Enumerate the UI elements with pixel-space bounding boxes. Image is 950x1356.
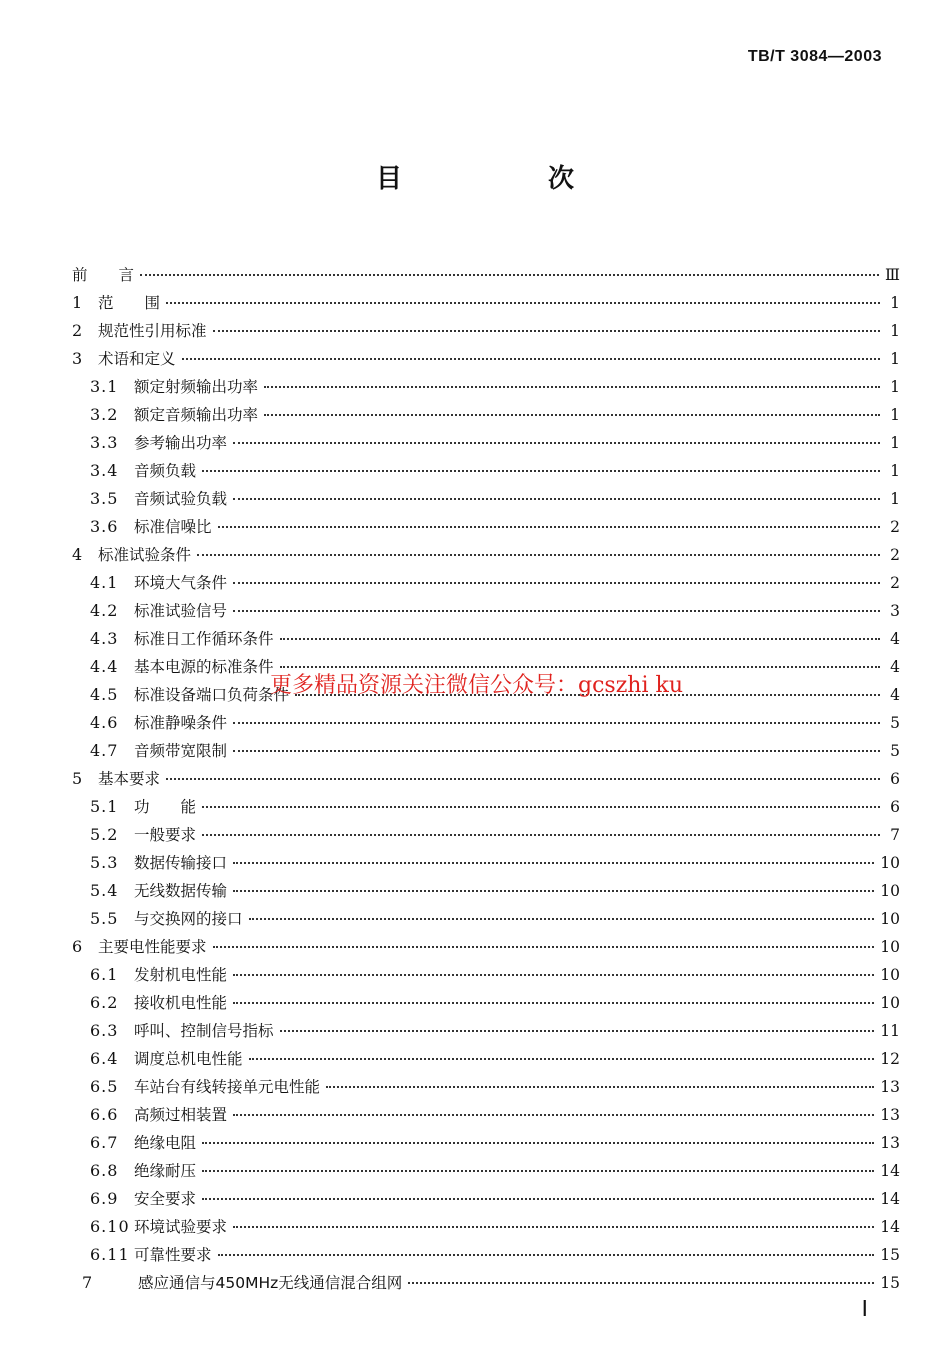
toc-entry-number: 3 <box>72 349 83 368</box>
toc-entry-page: 7 <box>890 826 900 844</box>
toc-entry-page: 1 <box>890 294 900 312</box>
dot-leader <box>213 946 875 948</box>
toc-entry-number: 5.4 <box>90 881 119 900</box>
toc-entry-number: 1 <box>72 293 83 312</box>
toc-entry-label: 主要电性能要求 <box>98 938 207 956</box>
toc-entry-page: 14 <box>880 1162 900 1180</box>
dot-leader <box>202 1170 874 1172</box>
toc-entry[interactable] <box>72 795 900 823</box>
toc-entry-label: 感应通信与450MHz无线通信混合组网 <box>138 1274 403 1292</box>
toc-entry[interactable] <box>72 1131 900 1159</box>
toc-entry[interactable] <box>72 1243 900 1271</box>
dot-leader <box>249 1058 875 1060</box>
toc-entry-page: 15 <box>880 1246 900 1264</box>
toc-entry-page: 4 <box>890 686 900 704</box>
dot-leader <box>326 1086 874 1088</box>
toc-entry-label: 可靠性要求 <box>134 1246 212 1264</box>
dot-leader <box>264 414 880 416</box>
toc-entry[interactable] <box>72 403 900 431</box>
toc-entry-number: 4.7 <box>90 741 119 760</box>
toc-entry-label: 音频带宽限制 <box>134 742 228 760</box>
dot-leader <box>202 1198 874 1200</box>
toc-entry-label: 标准日工作循环条件 <box>134 630 274 648</box>
dot-leader <box>233 1114 874 1116</box>
toc-entry[interactable] <box>72 375 900 403</box>
dot-leader <box>202 1142 874 1144</box>
dot-leader <box>140 274 879 276</box>
dot-leader <box>233 442 880 444</box>
toc-entry-label: 额定射频输出功率 <box>134 378 259 396</box>
toc-entry[interactable] <box>72 1075 900 1103</box>
toc-entry-label: 功 能 <box>134 798 197 816</box>
toc-entry-page: 1 <box>890 350 900 368</box>
toc-entry[interactable] <box>72 1019 900 1047</box>
toc-entry-label: 额定音频输出功率 <box>134 406 259 424</box>
toc-entry-label: 标准设备端口负荷条件 <box>134 686 290 704</box>
toc-entry[interactable] <box>72 571 900 599</box>
toc-entry-label: 术语和定义 <box>98 350 176 368</box>
toc-entry-page: 3 <box>890 602 900 620</box>
toc-entry-page: 15 <box>880 1274 900 1292</box>
toc-entry-number: 3.3 <box>90 433 119 452</box>
toc-entry-label: 音频负载 <box>134 462 197 480</box>
toc-entry-label: 基本要求 <box>98 770 161 788</box>
toc-entry[interactable] <box>72 907 900 935</box>
toc-entry[interactable] <box>72 767 900 795</box>
toc-entry-label: 车站台有线转接单元电性能 <box>134 1078 321 1096</box>
dot-leader <box>233 582 880 584</box>
toc-entry-number: 6.3 <box>90 1021 119 1040</box>
toc-entry-page: 2 <box>890 518 900 536</box>
dot-leader <box>233 862 874 864</box>
toc-entry-label: 前 言 <box>72 266 135 284</box>
toc-entry-number: 2 <box>72 321 83 340</box>
toc-entry-label: 无线数据传输 <box>134 882 228 900</box>
toc-entry-number: 4.2 <box>90 601 119 620</box>
toc-entry-label: 标准静噪条件 <box>134 714 228 732</box>
dot-leader <box>233 722 880 724</box>
toc-entry-label: 参考输出功率 <box>134 434 228 452</box>
toc-entry-label: 调度总机电性能 <box>134 1050 243 1068</box>
toc-entry-page: 10 <box>880 966 900 984</box>
toc-entry-number: 4.6 <box>90 713 119 732</box>
dot-leader <box>408 1282 874 1284</box>
toc-entry-number: 3.5 <box>90 489 119 508</box>
toc-entry-label: 数据传输接口 <box>134 854 228 872</box>
dot-leader <box>280 1030 875 1032</box>
toc-entry-number: 4 <box>72 545 83 564</box>
toc-entry-number: 3.2 <box>90 405 119 424</box>
dot-leader <box>233 890 874 892</box>
toc-entry-number: 5.3 <box>90 853 119 872</box>
toc-entry[interactable] <box>72 991 900 1019</box>
toc-entry-page: 14 <box>880 1190 900 1208</box>
dot-leader <box>264 386 880 388</box>
toc-entry[interactable] <box>72 543 900 571</box>
toc-entry-number: 4.3 <box>90 629 119 648</box>
toc-entry-page: 10 <box>880 938 900 956</box>
toc-entry-label: 一般要求 <box>134 826 197 844</box>
toc-entry-label: 基本电源的标准条件 <box>134 658 274 676</box>
toc-entry-number: 6.10 <box>90 1217 130 1236</box>
toc-entry-label: 安全要求 <box>134 1190 197 1208</box>
toc-entry-page: 1 <box>890 434 900 452</box>
dot-leader <box>249 918 875 920</box>
toc-entry-label: 音频试验负载 <box>134 490 228 508</box>
toc-entry-number: 4.4 <box>90 657 119 676</box>
toc-entry-number: 3.1 <box>90 377 119 396</box>
toc-entry[interactable] <box>72 319 900 347</box>
toc-entry-label: 环境试验要求 <box>134 1218 228 1236</box>
toc-entry-number: 6.9 <box>90 1189 119 1208</box>
dot-leader <box>202 470 880 472</box>
toc-entry-number: 6.4 <box>90 1049 119 1068</box>
toc-entry-label: 标准信噪比 <box>134 518 212 536</box>
toc-entry-page: 4 <box>890 658 900 676</box>
toc-entry[interactable] <box>72 823 900 851</box>
toc-entry-label: 规范性引用标准 <box>98 322 207 340</box>
toc-entry-page: 10 <box>880 882 900 900</box>
toc-entry-page: Ⅲ <box>885 266 900 284</box>
toc-entry-label: 范 围 <box>98 294 161 312</box>
toc-entry-number: 6.1 <box>90 965 119 984</box>
toc-entry-page: 1 <box>890 490 900 508</box>
toc-entry[interactable] <box>72 1187 900 1215</box>
toc-entry-page: 1 <box>890 322 900 340</box>
standard-code: TB/T 3084—2003 <box>747 48 882 65</box>
toc-entry-label: 环境大气条件 <box>134 574 228 592</box>
toc-entry[interactable] <box>72 347 900 375</box>
toc-entry[interactable] <box>72 879 900 907</box>
toc-entry-label: 接收机电性能 <box>134 994 228 1012</box>
toc-entry-page: 14 <box>880 1218 900 1236</box>
toc-entry-label: 标准试验信号 <box>134 602 228 620</box>
toc-entry[interactable] <box>72 1215 900 1243</box>
toc-entry[interactable] <box>72 963 900 991</box>
toc-entry-label: 绝缘耐压 <box>134 1162 197 1180</box>
toc-entry[interactable] <box>72 1047 900 1075</box>
toc-entry-number: 6.7 <box>90 1133 119 1152</box>
toc-entry-number: 4.5 <box>90 685 119 704</box>
toc-entry-number: 3.4 <box>90 461 119 480</box>
toc-entry-number: 6.2 <box>90 993 119 1012</box>
toc-entry[interactable] <box>72 627 900 655</box>
toc-title: 目 次 <box>375 164 634 194</box>
toc-entry-number: 3.6 <box>90 517 119 536</box>
toc-entry-page: 5 <box>890 742 900 760</box>
toc-entry-label: 发射机电性能 <box>134 966 228 984</box>
toc-entry[interactable] <box>72 711 900 739</box>
dot-leader <box>233 498 880 500</box>
dot-leader <box>218 1254 875 1256</box>
toc-entry[interactable] <box>72 459 900 487</box>
dot-leader <box>213 330 880 332</box>
toc-entry-page: 6 <box>890 770 900 788</box>
toc-entry-label: 与交换网的接口 <box>134 910 243 928</box>
toc-entry-label: 绝缘电阻 <box>134 1134 197 1152</box>
toc-entry-page: 1 <box>890 378 900 396</box>
page-number: Ⅰ <box>861 1296 868 1321</box>
toc-entry-number: 6.11 <box>90 1245 130 1264</box>
toc-entry-number: 5 <box>72 769 83 788</box>
toc-entry-label: 呼叫、控制信号指标 <box>134 1022 274 1040</box>
toc-entry-number: 4.1 <box>90 573 119 592</box>
dot-leader <box>280 638 880 640</box>
toc-entry-page: 2 <box>890 546 900 564</box>
toc-entry-number: 6.6 <box>90 1105 119 1124</box>
toc-entry[interactable] <box>72 739 900 767</box>
watermark-text: 更多精品资源关注微信公众号：gcszhi ku <box>270 673 683 698</box>
toc-entry-page: 10 <box>880 910 900 928</box>
toc-entry-page: 1 <box>890 462 900 480</box>
dot-leader <box>166 778 880 780</box>
toc-entry-page: 4 <box>890 630 900 648</box>
toc-entry-label: 高频过相装置 <box>134 1106 228 1124</box>
dot-leader <box>202 806 880 808</box>
dot-leader <box>166 302 880 304</box>
dot-leader <box>182 358 880 360</box>
toc-entry-number: 6.5 <box>90 1077 119 1096</box>
toc-entry[interactable] <box>72 851 900 879</box>
toc-entry[interactable] <box>72 1103 900 1131</box>
toc-entry[interactable] <box>72 263 900 291</box>
toc-entry-page: 5 <box>890 714 900 732</box>
toc-entry-number: 5.5 <box>90 909 119 928</box>
toc-entry-number: 6 <box>72 937 83 956</box>
table-of-contents <box>72 263 900 1299</box>
toc-entry[interactable] <box>72 431 900 459</box>
toc-entry-page: 13 <box>880 1134 900 1152</box>
toc-entry-number: 6.8 <box>90 1161 119 1180</box>
toc-entry[interactable] <box>72 935 900 963</box>
toc-entry-number: 5.1 <box>90 797 119 816</box>
toc-entry-page: 13 <box>880 1106 900 1124</box>
toc-entry-number: 5.2 <box>90 825 119 844</box>
dot-leader <box>233 610 880 612</box>
toc-entry[interactable] <box>72 1159 900 1187</box>
toc-entry[interactable] <box>72 599 900 627</box>
toc-entry-page: 12 <box>880 1050 900 1068</box>
toc-entry[interactable] <box>72 487 900 515</box>
toc-entry-page: 10 <box>880 994 900 1012</box>
toc-entry-page: 13 <box>880 1078 900 1096</box>
dot-leader <box>202 834 880 836</box>
toc-entry-page: 6 <box>890 798 900 816</box>
dot-leader <box>233 974 874 976</box>
dot-leader <box>218 526 880 528</box>
toc-entry-page: 11 <box>880 1022 900 1040</box>
toc-entry[interactable] <box>72 515 900 543</box>
toc-entry-page: 10 <box>880 854 900 872</box>
dot-leader <box>233 750 880 752</box>
dot-leader <box>197 554 880 556</box>
toc-entry[interactable] <box>72 1271 900 1299</box>
toc-entry-label: 标准试验条件 <box>98 546 192 564</box>
dot-leader <box>233 1002 874 1004</box>
dot-leader <box>233 1226 874 1228</box>
toc-entry-page: 1 <box>890 406 900 424</box>
toc-entry[interactable] <box>72 291 900 319</box>
toc-entry-number: 7 <box>82 1273 94 1292</box>
toc-entry-page: 2 <box>890 574 900 592</box>
